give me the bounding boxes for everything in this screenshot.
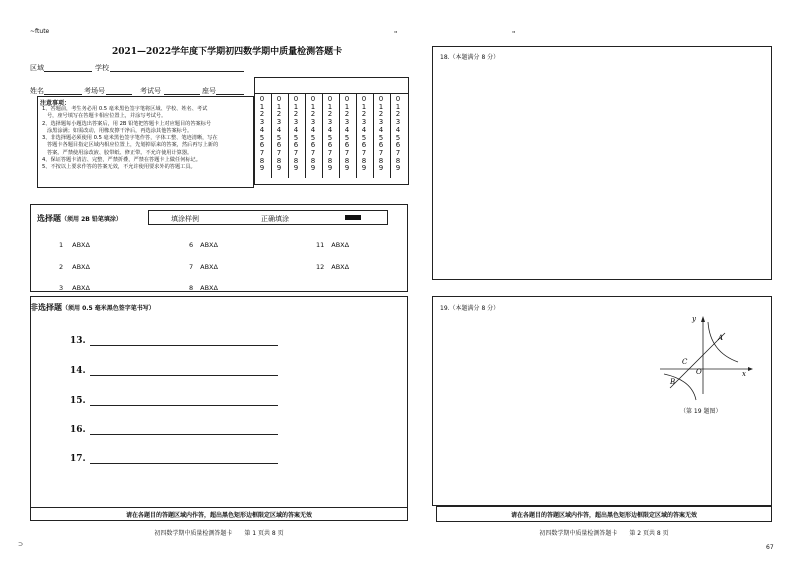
corner-mark-top-mid: " xyxy=(394,30,398,38)
seat-no-label: 座号 xyxy=(202,87,216,95)
district-label: 区域 xyxy=(30,64,44,72)
grid-col-divider xyxy=(390,93,391,178)
digit-column[interactable]: 0 1 2 3 4 5 6 7 8 9 xyxy=(395,95,401,173)
question-18-heading: 18.（本题满分 8 分） xyxy=(440,54,500,61)
warning-divider xyxy=(30,507,408,508)
digit-column[interactable]: 0 1 2 3 4 5 6 7 8 9 xyxy=(344,95,350,173)
digit-column[interactable]: 0 1 2 3 4 5 6 7 8 9 xyxy=(276,95,282,173)
mc-item[interactable]: 7 ABXΔ xyxy=(189,263,218,271)
district-field[interactable] xyxy=(44,71,92,72)
digit-column[interactable]: 0 1 2 3 4 5 6 7 8 9 xyxy=(361,95,367,173)
digit-column[interactable]: 0 1 2 3 4 5 6 7 8 9 xyxy=(327,95,333,173)
question-17-label: 17. xyxy=(70,454,86,464)
grid-col-divider xyxy=(322,93,323,178)
question-15-answer-line[interactable] xyxy=(90,405,278,406)
grid-col-divider xyxy=(373,93,374,178)
grid-col-divider xyxy=(288,93,289,178)
school-label: 学校 xyxy=(95,64,109,72)
point-c-label: C xyxy=(682,358,688,366)
school-field[interactable] xyxy=(110,71,244,72)
exam-no-field[interactable] xyxy=(164,94,200,95)
origin-label: O xyxy=(696,368,702,376)
exam-room-label: 考场号 xyxy=(84,87,105,95)
digit-column[interactable]: 0 1 2 3 4 5 6 7 8 9 xyxy=(259,95,265,173)
grid-col-divider xyxy=(356,93,357,178)
question-13-answer-line[interactable] xyxy=(90,345,278,346)
y-axis-arrow xyxy=(701,316,705,322)
mc-heading: 选择题（须用 2B 铅笔填涂） xyxy=(37,214,122,223)
notes-text: 1、答题前，考生务必用 0.5 毫米黑色签字笔将区域、学校、姓名、考试 号，座号填写在答题卡相应位置上，并涂写考试号。 2、选择题每小题选出答案后，用 2B 铅笔把答题卡上对应题目的答案标号 涂黑涂满；如需改动，用橡皮擦干净后，再选涂其他答案标号。 3、非选择题必须使用 0.5 毫米黑色签字笔作答，字体工整、笔迹清晰，写在 答题卡各题目指定区域内相应位置上，先划掉原来的答案，然后再写上新的 答案。严禁使用涂改液、胶带纸、修正带。不允许使用计算器。 4、保证答题卡清洁、完整，严禁折叠，严禁在答题卡上做任何标记。 5、不按以上要求作答的答案无效，不允许使用要求外的答题工具。 xyxy=(42,106,219,171)
question-15-label: 15. xyxy=(70,396,86,406)
question-13-label: 13. xyxy=(70,336,86,346)
question-18-box[interactable] xyxy=(432,46,772,280)
x-axis-arrow xyxy=(748,367,753,371)
fill-sample-label: 填涂样例 xyxy=(171,215,199,223)
right-warning-text: 请在各题目的答题区域内作答，超出黑色矩形边框限定区域的答案无效 xyxy=(510,512,697,519)
point-a-label: A xyxy=(718,334,724,342)
line-through-a-b xyxy=(670,333,725,388)
corner-mark-top-left: ~ftute xyxy=(30,28,50,35)
grid-header-divider xyxy=(254,93,409,94)
correct-fill-label: 正确填涂 xyxy=(261,215,289,223)
hyperbola-branch-first-quadrant xyxy=(708,322,738,362)
question-14-answer-line[interactable] xyxy=(90,375,278,376)
fill-sample-box xyxy=(148,210,388,225)
exam-room-field[interactable] xyxy=(106,94,132,95)
question-16-answer-line[interactable] xyxy=(90,434,278,435)
mc-item[interactable]: 1 ABXΔ xyxy=(59,241,90,249)
corner-mark-bottom-right: 67 xyxy=(766,544,774,551)
question-19-heading: 19.（本题满分 8 分） xyxy=(440,305,500,312)
grid-col-divider xyxy=(271,93,272,178)
question-14-label: 14. xyxy=(70,366,86,376)
digit-column[interactable]: 0 1 2 3 4 5 6 7 8 9 xyxy=(378,95,384,173)
mc-item[interactable]: 6 ABXΔ xyxy=(189,241,218,249)
corner-mark-top-right: " xyxy=(512,30,516,38)
name-label: 姓名 xyxy=(30,87,44,95)
grid-col-divider xyxy=(339,93,340,178)
question-19-figure xyxy=(650,308,760,403)
grid-col-divider xyxy=(305,93,306,178)
page-title: 2021—2022学年度下学期初四数学期中质量检测答题卡 xyxy=(112,47,343,57)
nonmc-section xyxy=(30,296,408,521)
nonmc-heading: 非选择题（须用 0.5 毫米黑色签字笔书写） xyxy=(30,303,155,312)
mc-item[interactable]: 2 ABXΔ xyxy=(59,263,90,271)
warning-text: 请在各题目的答题区域内作答，超出黑色矩形边框限定区域的答案无效 xyxy=(125,512,312,519)
figure-caption: （第 19 题图） xyxy=(680,408,722,415)
question-17-answer-line[interactable] xyxy=(90,463,278,464)
page-footer: 初四数学期中质量检测答题卡 第 1 页共 8 页 xyxy=(154,530,284,537)
x-axis-label: x xyxy=(742,370,746,378)
mc-item[interactable]: 3 ABXΔ xyxy=(59,284,90,292)
y-axis-label: y xyxy=(692,315,696,323)
point-b-label: B xyxy=(670,378,676,386)
seat-no-field[interactable] xyxy=(216,94,244,95)
notes-title: 注意事项： xyxy=(40,100,71,107)
digit-column[interactable]: 0 1 2 3 4 5 6 7 8 9 xyxy=(310,95,316,173)
question-16-label: 16. xyxy=(70,425,86,435)
mc-item[interactable]: 8 ABXΔ xyxy=(189,284,218,292)
mc-section xyxy=(30,204,408,292)
right-page-footer: 初四数学期中质量检测答题卡 第 2 页共 8 页 xyxy=(539,530,669,537)
corner-mark-bottom-left: ⊃ xyxy=(18,541,24,548)
exam-no-label: 考试号 xyxy=(140,87,161,95)
digit-column[interactable]: 0 1 2 3 4 5 6 7 8 9 xyxy=(293,95,299,173)
filled-bubble-sample xyxy=(345,215,361,220)
mc-item[interactable]: 12 ABXΔ xyxy=(316,263,350,271)
mc-item[interactable]: 11 ABXΔ xyxy=(316,241,350,249)
name-field[interactable] xyxy=(44,94,82,95)
